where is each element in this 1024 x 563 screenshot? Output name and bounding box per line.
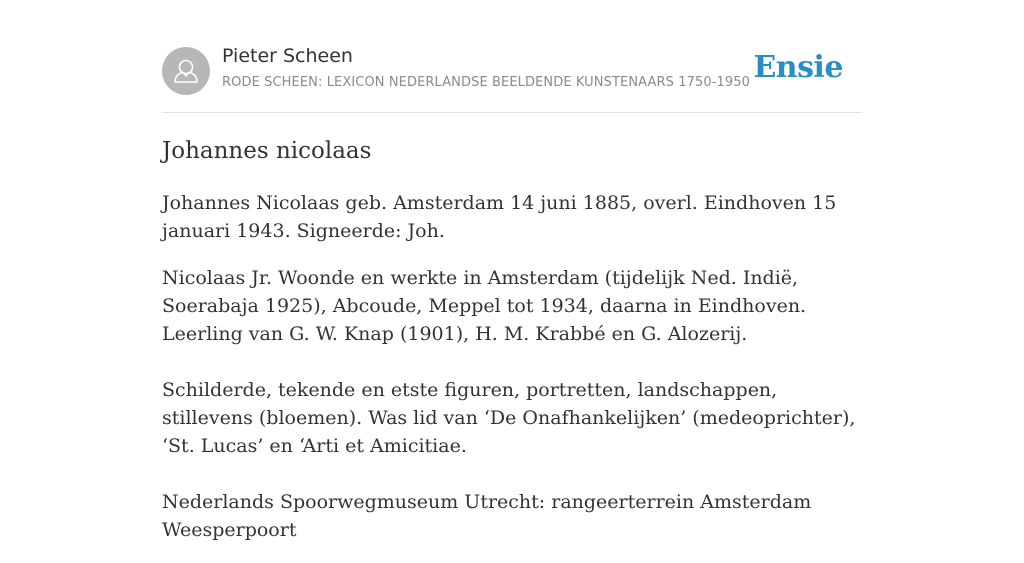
paragraph: Schilderde, tekende en etste figuren, portretten, landschappen, stillevens (bloemen). Was lid van ‘De Onafhankelijken’ (medeoprichter), ‘St. Lucas’ en ‘Arti et Amicitiae. <box>162 379 856 457</box>
paragraph: Johannes Nicolaas geb. Amsterdam 14 juni 1885, overl. Eindhoven 15 januari 1943. Signeerde: Joh. <box>162 192 837 242</box>
author-name[interactable]: Pieter Scheen <box>222 45 353 67</box>
paragraph: Nederlands Spoorwegmuseum Utrecht: rangeerterrein Amsterdam Weesperpoort <box>162 491 812 541</box>
user-avatar-icon[interactable] <box>162 47 210 95</box>
article-card <box>162 0 862 541</box>
paragraph: Nicolaas Jr. Woonde en werkte in Amsterdam (tijdelijk Ned. Indië, Soerabaja 1925), Abcoude, Meppel tot 1934, daarna in Eindhoven. Leerling van G. W. Knap (1901), H. M. Krabbé en G. Alozerij. <box>162 267 807 345</box>
article-header <box>162 0 862 113</box>
ensie-logo[interactable]: Ensie <box>753 50 843 85</box>
source-title[interactable]: RODE SCHEEN: LEXICON NEDERLANDSE BEELDENDE KUNSTENAARS 1750-1950 <box>222 75 750 90</box>
article-body <box>162 189 862 563</box>
user-silhouette-icon <box>162 47 210 95</box>
article-title: Johannes nicolaas <box>162 138 372 164</box>
